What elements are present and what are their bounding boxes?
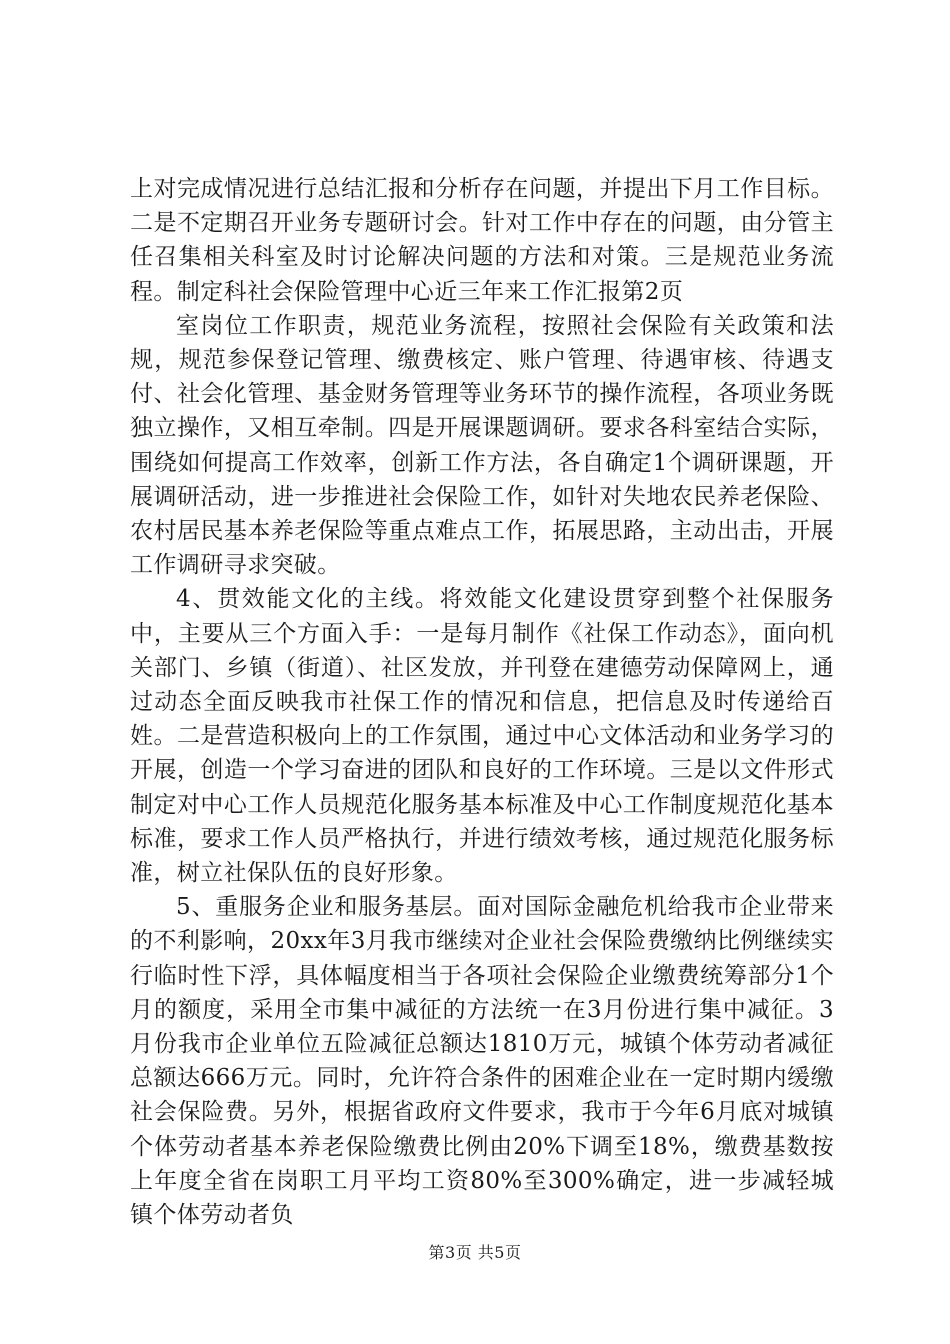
document-body	[130, 172, 834, 1232]
page-footer: 第3页 共5页	[428, 1243, 522, 1262]
paragraph-efficiency-culture: 4、贯效能文化的主线。将效能文化建设贯穿到整个社保服务中，主要从三个方面入手：一是每月制作《社保工作动态》，面向机关部门、乡镇（街道）、社区发放，并刊登在建德劳动保障网上，通过动态全面反映我市社保工作的情况和信息，把信息及时传递给百姓。二是营造积极向上的工作氛围，通过中心文体活动和业务学习的开展，创造一个学习奋进的团队和良好的工作环境。三是以文件形式制定对中心工作人员规范化服务基本标准及中心工作制度规范化基本标准，要求工作人员严格执行，并进行绩效考核，通过规范化服务标准，树立社保队伍的良好形象。	[130, 586, 834, 887]
paragraph-work-summary: 上对完成情况进行总结汇报和分析存在问题，并提出下月工作目标。二是不定期召开业务专题研讨会。针对工作中存在的问题，由分管主任召集相关科室及时讨论解决问题的方法和对策。三是规范业务流程。制定科社会保险管理中心近三年来工作汇报第2页	[130, 176, 834, 305]
paragraph-job-duties: 室岗位工作职责，规范业务流程，按照社会保险有关政策和法规，规范参保登记管理、缴费核定、账户管理、待遇审核、待遇支付、社会化管理、基金财务管理等业务环节的操作流程，各项业务既独立操作，又相互牵制。四是开展课题调研。要求各科室结合实际，围绕如何提高工作效率，创新工作方法，各自确定1个调研课题，开展调研活动，进一步推进社会保险工作，如针对失地农民养老保险、农村居民基本养老保险等重点难点工作，拓展思路，主动出击，开展工作调研寻求突破。	[130, 312, 834, 579]
paragraph-serve-enterprises: 5、重服务企业和服务基层。面对国际金融危机给我市企业带来的不利影响，20xx年3月我市继续对企业社会保险费缴纳比例继续实行临时性下浮，具体幅度相当于各项社会保险企业缴费统筹部分1个月的额度，采用全市集中减征的方法统一在3月份进行集中减征。3月份我市企业单位五险减征总额达1810万元，城镇个体劳动者减征总额达666万元。同时，允许符合条件的困难企业在一定时期内缓缴社会保险费。另外，根据省政府文件要求，我市于今年6月底对城镇个体劳动者基本养老保险缴费比例由20%下调至18%，缴费基数按上年度全省在岗职工月平均工资80%至300%确定，进一步减轻城镇个体劳动者负	[130, 894, 834, 1229]
